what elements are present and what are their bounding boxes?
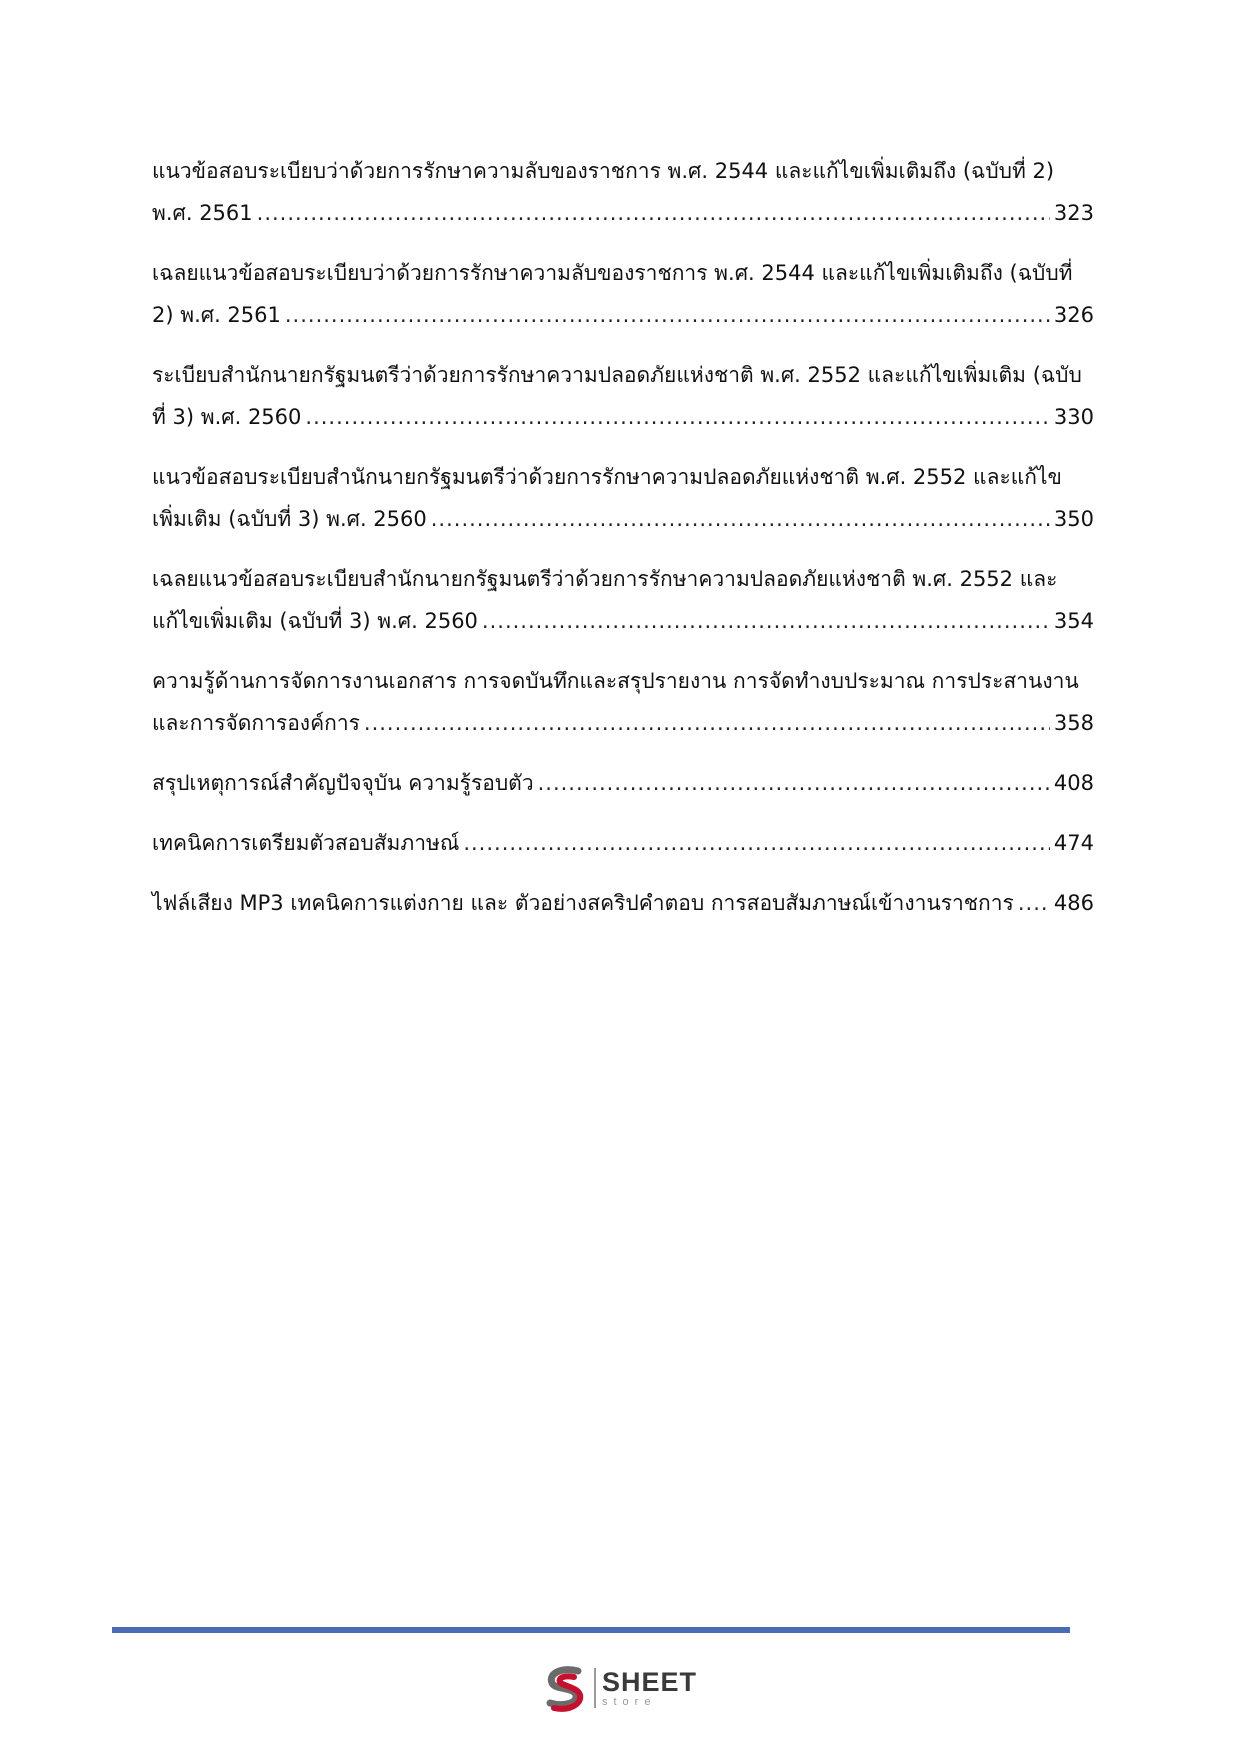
toc-entry-title: สรุปเหตุการณ์สำคัญปัจจุบัน ความรู้รอบตัว [152,771,534,795]
toc-page-number: 486 [1053,891,1094,915]
toc-entry-title: แนวข้อสอบระเบียบสำนักนายกรัฐมนตรีว่าด้วยการรักษาความปลอดภัยแห่งชาติ พ.ศ. 2552 และแก้ไข [152,465,1062,489]
toc-entry[interactable] [152,882,1094,924]
toc-entry[interactable] [152,252,1094,336]
toc-page-number: 408 [1053,771,1094,795]
dot-leader [482,600,1050,642]
dot-leader [305,396,1050,438]
toc-page-number: 354 [1053,609,1094,633]
table-of-contents [152,150,1094,942]
toc-entry[interactable] [152,456,1094,540]
dot-leader [463,822,1050,864]
sheet-store-logo-icon [540,1663,590,1713]
toc-entry-title: เทคนิคการเตรียมตัวสอบสัมภาษณ์ [152,831,460,855]
toc-entry-title-cont: 2) พ.ศ. 2561 [152,303,281,327]
toc-page-number: 350 [1053,507,1094,531]
toc-entry-title: ความรู้ด้านการจัดการงานเอกสาร การจดบันทึกและสรุปรายงาน การจัดทำงบประมาณ การประสานงาน [152,669,1079,693]
dot-leader [1018,882,1050,924]
toc-entry[interactable] [152,354,1094,438]
toc-entry[interactable] [152,660,1094,744]
toc-entry-title-cont: ที่ 3) พ.ศ. 2560 [152,405,302,429]
dot-leader [285,294,1050,336]
toc-entry[interactable] [152,150,1094,234]
toc-entry-title: แนวข้อสอบระเบียบว่าด้วยการรักษาความลับของราชการ พ.ศ. 2544 และแก้ไขเพิ่มเติมถึง (ฉบับที่ 2) [152,159,1055,183]
toc-page-number: 323 [1053,201,1094,225]
toc-entry[interactable] [152,822,1094,864]
dot-leader [431,498,1050,540]
logo-text: SHEET [602,1666,698,1697]
toc-page-number: 474 [1053,831,1094,855]
toc-entry-title-cont: และการจัดการองค์การ [152,711,360,735]
toc-entry-title: ระเบียบสำนักนายกรัฐมนตรีว่าด้วยการรักษาความปลอดภัยแห่งชาติ พ.ศ. 2552 และแก้ไขเพิ่มเติม (ฉบับ [152,363,1082,387]
toc-entry[interactable] [152,762,1094,804]
toc-entry[interactable] [152,558,1094,642]
toc-entry-title: ไฟล์เสียง MP3 เทคนิคการแต่งกาย และ ตัวอย่างสคริปคำตอบ การสอบสัมภาษณ์เข้างานราชการ [152,891,1014,915]
toc-entry-title-cont: แก้ไขเพิ่มเติม (ฉบับที่ 3) พ.ศ. 2560 [152,609,478,633]
toc-entry-title: เฉลยแนวข้อสอบระเบียบสำนักนายกรัฐมนตรีว่าด้วยการรักษาความปลอดภัยแห่งชาติ พ.ศ. 2552 และ [152,567,1058,591]
toc-page-number: 326 [1053,303,1094,327]
toc-page-number: 358 [1053,711,1094,735]
dot-leader [257,192,1050,234]
toc-entry-title-cont: เพิ่มเติม (ฉบับที่ 3) พ.ศ. 2560 [152,507,427,531]
toc-entry-title-cont: พ.ศ. 2561 [152,201,253,225]
logo-divider [594,1668,596,1708]
dot-leader [364,702,1050,744]
dot-leader [538,762,1050,804]
logo-subtext: store [602,1695,657,1708]
sheet-store-logo [540,1660,710,1716]
toc-entry-title: เฉลยแนวข้อสอบระเบียบว่าด้วยการรักษาความลับของราชการ พ.ศ. 2544 และแก้ไขเพิ่มเติมถึง (ฉบับที่ [152,261,1073,285]
toc-page-number: 330 [1053,405,1094,429]
footer-rule [112,1627,1070,1633]
